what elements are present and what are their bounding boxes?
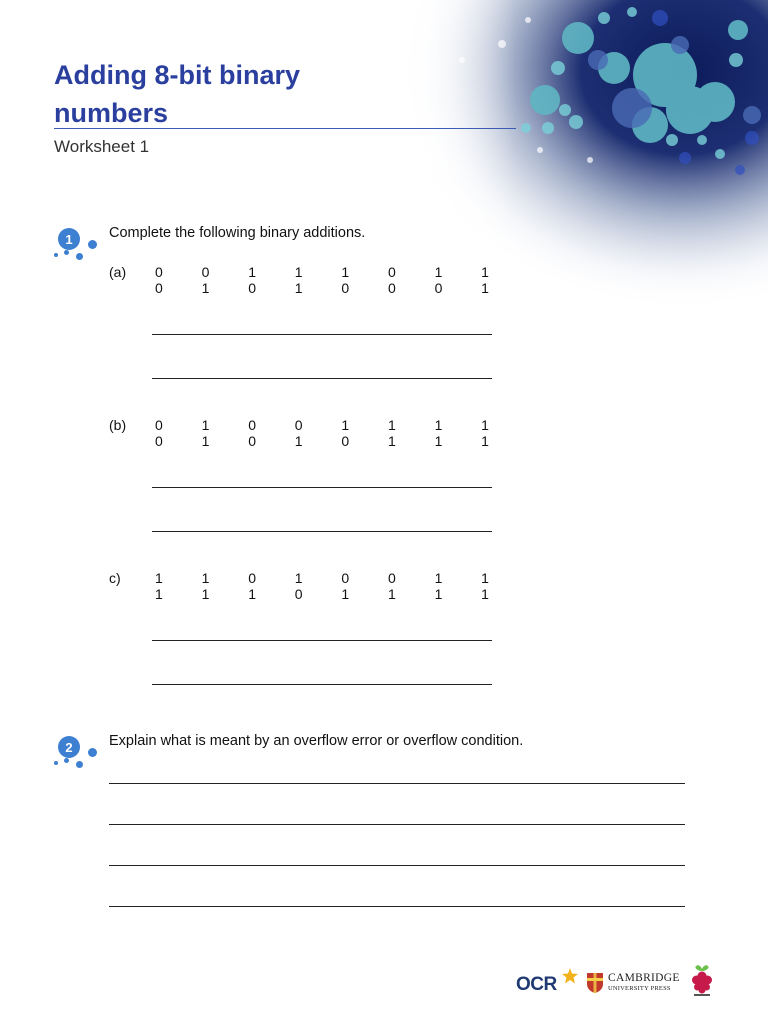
- bit: 0: [201, 264, 210, 280]
- bit: 1: [201, 417, 210, 433]
- bit: 1: [201, 280, 210, 296]
- bit: 1: [155, 570, 163, 586]
- title-divider: [54, 128, 516, 129]
- bit: 0: [155, 280, 163, 296]
- badge-dot: [64, 758, 69, 763]
- bit: 0: [248, 280, 256, 296]
- bit: 1: [294, 433, 303, 449]
- question-2-number: 2: [58, 736, 80, 758]
- bit: 1: [434, 417, 443, 433]
- part-a-label: (a): [109, 264, 127, 280]
- bit: 0: [341, 570, 350, 586]
- cambridge-name: CAMBRIDGE: [608, 972, 680, 984]
- part-c-answer-line-1[interactable]: [152, 640, 492, 641]
- part-b-row2: [155, 433, 528, 449]
- bit: 0: [434, 280, 443, 296]
- question-1-number: 1: [58, 228, 80, 250]
- bit: 0: [294, 586, 303, 602]
- bit: 0: [248, 417, 256, 433]
- question-2-answer-line-2[interactable]: [109, 824, 685, 825]
- question-1-badge: [52, 226, 104, 270]
- bit: 1: [248, 264, 256, 280]
- ocr-logo-text: OCR: [516, 974, 557, 995]
- bit: 1: [387, 417, 396, 433]
- raspberry-icon: [688, 962, 716, 998]
- bit: 1: [155, 586, 163, 602]
- part-a-answer-line-2[interactable]: [152, 378, 492, 379]
- cambridge-logo: [586, 970, 682, 996]
- bit: 1: [294, 280, 303, 296]
- raspberry-pi-logo: [688, 962, 716, 1003]
- publisher-logos: [516, 962, 726, 1000]
- bit: 1: [341, 264, 350, 280]
- bit: 1: [294, 264, 303, 280]
- bit: 1: [341, 417, 350, 433]
- badge-dot: [76, 253, 83, 260]
- bit: 1: [387, 433, 396, 449]
- bit: 1: [481, 570, 489, 586]
- part-a-row2: [155, 280, 528, 296]
- bit: 0: [155, 433, 163, 449]
- part-b-answer-line-1[interactable]: [152, 487, 492, 488]
- bit: 0: [248, 570, 256, 586]
- part-a-row1: [155, 264, 528, 280]
- bit: 1: [201, 570, 210, 586]
- bit: 1: [248, 586, 256, 602]
- question-2-answer-line-3[interactable]: [109, 865, 685, 866]
- page-title: Adding 8-bit binary numbers: [54, 60, 300, 128]
- bit: 1: [201, 586, 210, 602]
- worksheet-subtitle: Worksheet 1: [54, 137, 150, 156]
- part-c-answer-line-2[interactable]: [152, 684, 492, 685]
- bit: 1: [434, 586, 443, 602]
- question-2-badge: [52, 734, 104, 778]
- bit: 1: [481, 280, 489, 296]
- bit: 1: [434, 570, 443, 586]
- question-2-text: Explain what is meant by an overflow error or overflow condition.: [109, 733, 524, 749]
- part-c-row1: [155, 570, 528, 586]
- bit: 0: [248, 433, 256, 449]
- bit: 1: [481, 417, 489, 433]
- part-a-answer-line-1[interactable]: [152, 334, 492, 335]
- cambridge-shield-icon: [586, 972, 604, 994]
- ocr-logo: [516, 968, 582, 998]
- part-c-label: c): [109, 570, 121, 586]
- bit: 1: [434, 264, 443, 280]
- bit: 1: [387, 586, 396, 602]
- question-1-text: Complete the following binary additions.: [109, 225, 366, 241]
- bit: 1: [294, 570, 303, 586]
- bit: 0: [341, 280, 350, 296]
- part-b-label: (b): [109, 417, 127, 433]
- badge-dot: [76, 761, 83, 768]
- badge-dot: [54, 761, 58, 765]
- bit: 0: [341, 433, 350, 449]
- bit: 1: [481, 433, 489, 449]
- cambridge-press: UNIVERSITY PRESS: [608, 985, 671, 992]
- bit: 1: [481, 586, 489, 602]
- badge-dot: [88, 748, 97, 757]
- star-icon: [562, 968, 578, 984]
- bit: 1: [201, 433, 210, 449]
- bit: 0: [294, 417, 303, 433]
- badge-dot: [54, 253, 58, 257]
- part-b-answer-line-2[interactable]: [152, 531, 492, 532]
- badge-dot: [88, 240, 97, 249]
- bit: 0: [155, 264, 163, 280]
- part-b-row1: [155, 417, 528, 433]
- bit: 0: [387, 280, 396, 296]
- bit: 0: [387, 570, 396, 586]
- question-2-answer-line-4[interactable]: [109, 906, 685, 907]
- bit: 0: [387, 264, 396, 280]
- question-2-answer-line-1[interactable]: [109, 783, 685, 784]
- bit: 0: [155, 417, 163, 433]
- badge-dot: [64, 250, 69, 255]
- bit: 1: [341, 586, 350, 602]
- bit: 1: [434, 433, 443, 449]
- bit: 1: [481, 264, 489, 280]
- part-c-row2: [155, 586, 528, 602]
